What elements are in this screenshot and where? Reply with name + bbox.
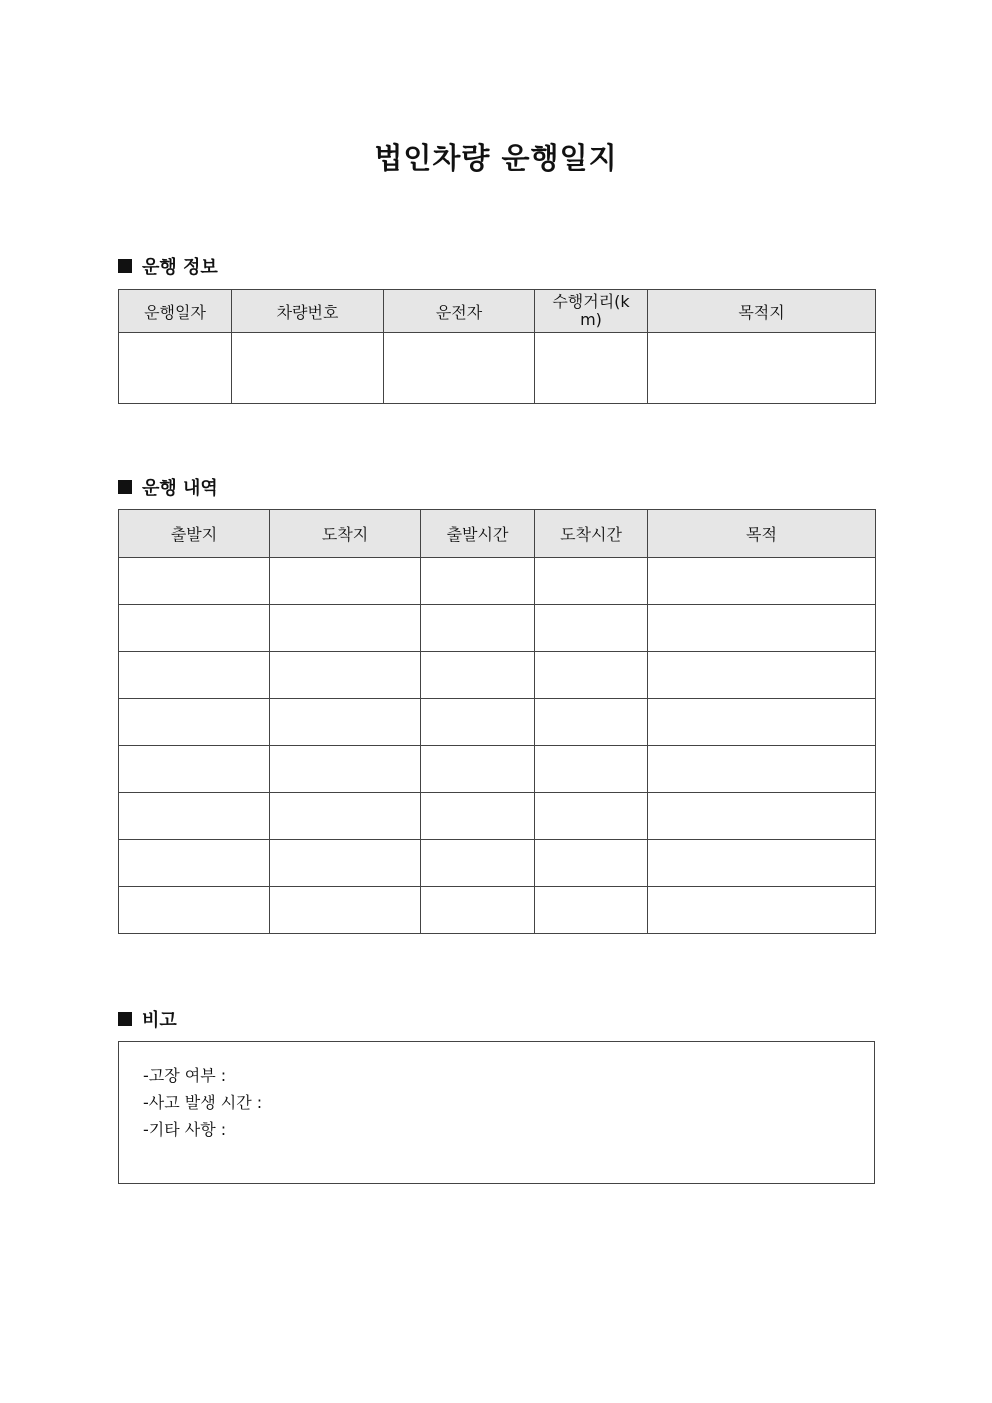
arrival-time-cell[interactable]: [535, 840, 648, 887]
departure-cell[interactable]: [119, 605, 270, 652]
arrival-time-cell[interactable]: [535, 793, 648, 840]
arrival-time-cell[interactable]: [535, 652, 648, 699]
arrival-cell[interactable]: [270, 652, 421, 699]
departure-time-cell[interactable]: [421, 699, 535, 746]
departure-time-cell[interactable]: [421, 605, 535, 652]
purpose-cell[interactable]: [648, 605, 876, 652]
departure-time-cell[interactable]: [421, 558, 535, 605]
history-table: [118, 509, 876, 934]
history-row: [119, 558, 876, 605]
history-row: [119, 652, 876, 699]
square-bullet-icon: [118, 1012, 132, 1026]
info-section-heading: [118, 253, 218, 279]
departure-cell[interactable]: [119, 840, 270, 887]
history-header-departure-time: 출발시간: [421, 510, 535, 558]
arrival-cell[interactable]: [270, 558, 421, 605]
purpose-cell[interactable]: [648, 558, 876, 605]
square-bullet-icon: [118, 259, 132, 273]
arrival-cell[interactable]: [270, 840, 421, 887]
info-section-title: 운행 정보: [142, 257, 218, 278]
info-header-destination: 목적지: [648, 290, 876, 333]
info-header-date: 운행일자: [119, 290, 232, 333]
info-input-row: [119, 333, 876, 404]
departure-cell[interactable]: [119, 558, 270, 605]
info-header-distance: [535, 290, 648, 333]
info-destination-cell[interactable]: [648, 333, 876, 404]
departure-time-cell[interactable]: [421, 652, 535, 699]
purpose-cell[interactable]: [648, 652, 876, 699]
remark-other: -기타 사항 :: [143, 1120, 227, 1139]
info-table: [118, 289, 876, 404]
arrival-cell[interactable]: [270, 605, 421, 652]
arrival-cell[interactable]: [270, 793, 421, 840]
info-header-row: [119, 290, 876, 333]
square-bullet-icon: [118, 480, 132, 494]
arrival-time-cell[interactable]: [535, 746, 648, 793]
departure-time-cell[interactable]: [421, 887, 535, 934]
remarks-lines: [143, 1062, 262, 1143]
history-row: [119, 746, 876, 793]
departure-time-cell[interactable]: [421, 840, 535, 887]
departure-cell[interactable]: [119, 652, 270, 699]
history-row: [119, 605, 876, 652]
remarks-box[interactable]: [118, 1041, 875, 1184]
history-header-arrival: 도착지: [270, 510, 421, 558]
departure-time-cell[interactable]: [421, 746, 535, 793]
history-row: [119, 887, 876, 934]
arrival-cell[interactable]: [270, 699, 421, 746]
history-row: [119, 840, 876, 887]
departure-cell[interactable]: [119, 746, 270, 793]
arrival-time-cell[interactable]: [535, 887, 648, 934]
history-header-arrival-time: 도착시간: [535, 510, 648, 558]
history-header-purpose: 목적: [648, 510, 876, 558]
info-distance-cell[interactable]: [535, 333, 648, 404]
history-header-row: [119, 510, 876, 558]
arrival-cell[interactable]: [270, 746, 421, 793]
info-header-driver: 운전자: [384, 290, 535, 333]
arrival-cell[interactable]: [270, 887, 421, 934]
departure-cell[interactable]: [119, 793, 270, 840]
arrival-time-cell[interactable]: [535, 605, 648, 652]
remarks-section-title: 비고: [142, 1010, 177, 1031]
departure-cell[interactable]: [119, 887, 270, 934]
arrival-time-cell[interactable]: [535, 558, 648, 605]
info-driver-cell[interactable]: [384, 333, 535, 404]
info-vehicle-number-cell[interactable]: [232, 333, 384, 404]
departure-cell[interactable]: [119, 699, 270, 746]
info-header-vehicle-number: 차량번호: [232, 290, 384, 333]
document-title: 법인차량 운행일지: [374, 141, 618, 175]
info-header-distance-label: 수행거리(km): [552, 292, 630, 329]
history-section-heading: [118, 474, 218, 500]
purpose-cell[interactable]: [648, 746, 876, 793]
purpose-cell[interactable]: [648, 887, 876, 934]
purpose-cell[interactable]: [648, 793, 876, 840]
history-header-departure: 출발지: [119, 510, 270, 558]
remark-accident-time: -사고 발생 시간 :: [143, 1093, 263, 1112]
remark-breakdown: -고장 여부 :: [143, 1066, 227, 1085]
history-row: [119, 793, 876, 840]
purpose-cell[interactable]: [648, 699, 876, 746]
purpose-cell[interactable]: [648, 840, 876, 887]
history-row: [119, 699, 876, 746]
info-date-cell[interactable]: [119, 333, 232, 404]
arrival-time-cell[interactable]: [535, 699, 648, 746]
history-section-title: 운행 내역: [142, 478, 218, 499]
departure-time-cell[interactable]: [421, 793, 535, 840]
remarks-section-heading: [118, 1006, 177, 1032]
